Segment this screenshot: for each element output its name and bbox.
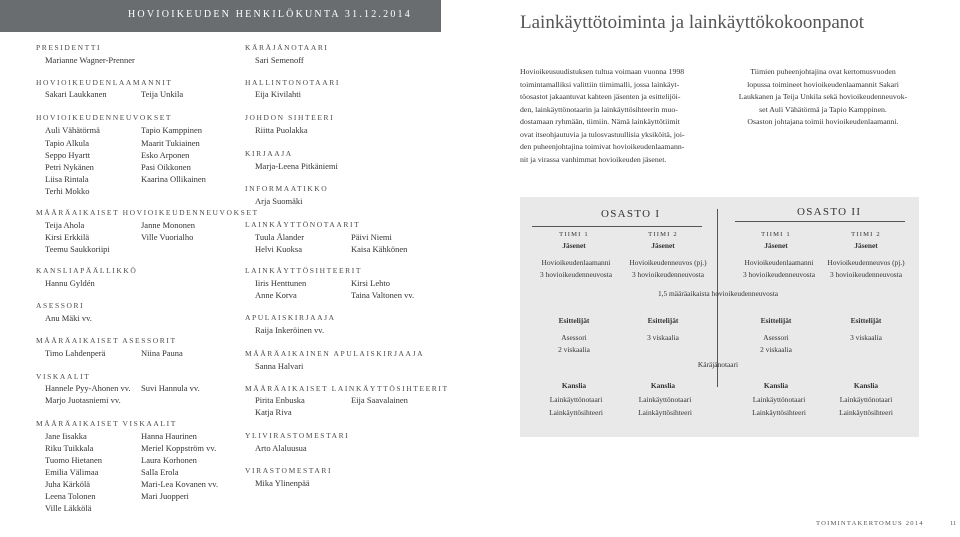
staff-name: Ville Vuorialho xyxy=(141,232,194,242)
header-banner xyxy=(0,0,441,32)
presenter-role: Asessori xyxy=(561,333,587,342)
staff-name: Eija Saavalainen xyxy=(351,395,408,405)
text-line: toimintamalliksi valittiin tiimimalli, jossa lainkäyt- xyxy=(520,79,680,89)
staff-name: Seppo Hyartt xyxy=(45,150,91,160)
office-role: Lainkäyttösihteeri xyxy=(839,408,893,417)
heading-masessorit: MÄÄRÄAIKAISET ASESSORIT xyxy=(36,336,177,345)
intro-paragraph xyxy=(520,66,685,166)
presenters-label: Esittelijät xyxy=(850,316,882,325)
office-role: Lainkäyttösihteeri xyxy=(752,408,806,417)
staff-name: Pirita Enbuska xyxy=(255,395,305,405)
presenter-role: 2 viskaalia xyxy=(558,345,590,354)
team-label: TIIMI 2 xyxy=(648,231,678,238)
staff-name: Teemu Saukkoriipi xyxy=(45,244,110,254)
banner-text: HOVIOIKEUDEN HENKILÖKUNTA 31.12.2014 xyxy=(128,9,412,20)
staff-name: Eija Kivilahti xyxy=(255,89,302,99)
page-number: 11 xyxy=(950,520,957,527)
staff-name: Teija Ahola xyxy=(45,220,85,230)
heading-neuvokset: HOVIOIKEUDENNEUVOKSET xyxy=(36,113,173,122)
heading-mviskaalit: MÄÄRÄAIKAISET VISKAALIT xyxy=(36,419,177,428)
heading-hallinto: HALLINTONOTAARI xyxy=(245,78,340,87)
staff-name: Sakari Laukkanen xyxy=(45,89,107,99)
team-label: TIIMI 2 xyxy=(851,231,881,238)
heading-presidentti: PRESIDENTTI xyxy=(36,43,102,52)
office-label: Kanslia xyxy=(763,381,789,390)
heading-karajanotaari: KÄRÄJÄNOTAARI xyxy=(245,43,329,52)
text-line: den, lainkäyttönotaarin ja lainkäyttösihteerin muo- xyxy=(520,104,678,114)
text-line: lopussa toimineet hovioikeudenlaamannit Sakari xyxy=(747,79,899,89)
staff-name: Mika Ylinenpää xyxy=(255,478,310,488)
text-line: ovat itseohjautuvia ja tulosvastuullisia yksiköitä, joi- xyxy=(520,129,685,139)
footer-report-title: TOIMINTAKERTOMUS 2014 xyxy=(816,520,924,527)
text-line: töosastot jakaantuvat kahteen jäsenten ja esittelijöi- xyxy=(520,92,681,101)
chairs-paragraph xyxy=(733,66,913,129)
staff-name: Arto Alaluusua xyxy=(255,443,307,453)
staff-name: Meriel Koppström vv. xyxy=(141,443,217,453)
staff-name: Maarit Tukiainen xyxy=(141,138,200,148)
district-notary: Käräjänotaari xyxy=(697,360,739,369)
heading-lsihteerit: LAINKÄYTTÖSIHTEERIT xyxy=(245,266,363,275)
presenter-role: 3 viskaalia xyxy=(647,333,679,342)
presenter-role: 2 viskaalia xyxy=(760,345,792,354)
staff-name: Jane Iisakka xyxy=(45,431,87,441)
member-role: Hovioikeudenneuvos (pj.) xyxy=(827,258,905,267)
staff-name: Kaarina Ollikainen xyxy=(141,174,206,184)
staff-name: Anne Korva xyxy=(255,290,297,300)
staff-name: Emilia Välimaa xyxy=(45,467,99,477)
office-role: Lainkäyttönotaari xyxy=(549,395,603,404)
staff-name: Arja Suomäki xyxy=(255,196,303,206)
staff-name: Laura Korhonen xyxy=(141,455,197,465)
department-2-label: OSASTO II xyxy=(797,206,862,218)
presenter-role: 3 viskaalia xyxy=(850,333,882,342)
staff-name: Salla Erola xyxy=(141,467,179,477)
staff-name: Iiris Henttunen xyxy=(255,278,307,288)
text-line: Hovioikeusuudistuksen tultua voimaan vuonna 1998 xyxy=(520,67,685,76)
office-role: Lainkäyttönotaari xyxy=(752,395,806,404)
heading-ylivirasto: YLIVIRASTOMESTARI xyxy=(245,431,350,440)
heading-asessori: ASESSORI xyxy=(36,301,85,310)
staff-name: Kirsi Erkkilä xyxy=(45,232,90,242)
staff-name: Tapio Alkula xyxy=(45,138,90,148)
staff-name: Tapio Kamppinen xyxy=(141,125,203,135)
member-role: Hovioikeudenlaamanni xyxy=(541,258,611,267)
member-role: 3 hovioikeudenneuvosta xyxy=(631,270,705,279)
staff-name: Tuomo Hietanen xyxy=(45,455,103,465)
member-role: 3 hovioikeudenneuvosta xyxy=(539,270,613,279)
staff-name: Teija Unkila xyxy=(141,89,184,99)
text-line: dostamaan ryhmään, tiimiin. Nämä lainkäyttötiimit xyxy=(520,117,680,126)
staff-name: Petri Nykänen xyxy=(45,162,94,172)
staff-name: Sanna Halvari xyxy=(255,361,304,371)
text-line: Tiimien puheenjohtajina ovat kertomusvuoden xyxy=(750,67,896,76)
staff-name: Katja Riva xyxy=(255,407,292,417)
staff-name: Janne Mononen xyxy=(141,220,196,230)
members-label: Jäsenet xyxy=(764,241,788,250)
office-label: Kanslia xyxy=(650,381,676,390)
staff-name: Taina Valtonen vv. xyxy=(351,290,415,300)
staff-name: Juha Kärkölä xyxy=(45,479,91,489)
presenter-role: Asessori xyxy=(763,333,789,342)
text-line: nit ja virassa vanhimmat hovioikeuden jäsenet. xyxy=(520,154,667,164)
heading-informaatikko: INFORMAATIKKO xyxy=(245,184,329,193)
office-role: Lainkäyttösihteeri xyxy=(638,408,692,417)
staff-name: Hannele Pyy-Ahonen vv. xyxy=(45,383,131,393)
staff-name: Päivi Niemi xyxy=(351,232,392,242)
office-label: Kanslia xyxy=(561,381,587,390)
heading-viskaalit: VISKAALIT xyxy=(36,372,91,381)
member-role: 3 hovioikeudenneuvosta xyxy=(829,270,903,279)
member-role: 3 hovioikeudenneuvosta xyxy=(742,270,816,279)
staff-name: Kirsi Lehto xyxy=(351,278,390,288)
staff-name: Sari Semenoff xyxy=(255,55,304,65)
staff-name: Marjo Juotasniemi vv. xyxy=(45,395,121,405)
members-label: Jäsenet xyxy=(854,241,878,250)
staff-name: Anu Mäki vv. xyxy=(45,313,92,323)
member-role: Hovioikeudenlaamanni xyxy=(744,258,814,267)
staff-name: Mari Juopperi xyxy=(141,491,189,501)
staff-name: Auli Vähätörmä xyxy=(45,125,100,135)
heading-apulais: APULAISKIRJAAJA xyxy=(245,313,336,322)
staff-name: Helvi Kuoksa xyxy=(255,244,302,254)
staff-name: Terhi Mokko xyxy=(45,186,90,196)
staff-name: Marianne Wagner-Prenner xyxy=(45,55,135,65)
member-role: Hovioikeudenneuvos (pj.) xyxy=(629,258,707,267)
heading-mlsihteerit: MÄÄRÄAIKAISET LAINKÄYTTÖSIHTEERIT xyxy=(245,384,449,393)
office-label: Kanslia xyxy=(853,381,879,390)
presenters-label: Esittelijät xyxy=(558,316,590,325)
staff-name: Marja-Leena Pitkäniemi xyxy=(255,161,338,171)
staff-name: Leena Tolonen xyxy=(45,491,96,501)
office-role: Lainkäyttönotaari xyxy=(638,395,692,404)
text-line: set Auli Vähätörmä ja Tapio Kamppinen. xyxy=(759,104,887,114)
staff-name: Suvi Hannula vv. xyxy=(141,383,200,393)
staff-name: Ville Läkkölä xyxy=(45,503,92,513)
presenters-label: Esittelijät xyxy=(647,316,679,325)
staff-name: Niina Pauna xyxy=(141,348,183,358)
department-1-label: OSASTO I xyxy=(601,208,661,220)
staff-name: Riku Tuikkala xyxy=(45,443,94,453)
staff-name: Mari-Lea Kovanen vv. xyxy=(141,479,219,489)
heading-laamannit: HOVIOIKEUDENLAAMANNIT xyxy=(36,78,173,87)
staff-name: Kaisa Kähkönen xyxy=(351,244,408,254)
text-line: Laukkanen ja Teija Unkila sekä hovioikeudenneuvok- xyxy=(738,92,908,101)
department-1-rule xyxy=(532,226,702,227)
team-label: TIIMI 1 xyxy=(761,231,791,238)
heading-mapulais: MÄÄRÄAIKAINEN APULAISKIRJAAJA xyxy=(245,349,425,358)
text-line: Osaston johtajana toimii hovioikeudenlaamanni. xyxy=(747,117,899,126)
heading-virasto: VIRASTOMESTARI xyxy=(245,466,333,475)
staff-name: Esko Arponen xyxy=(141,150,190,160)
office-role: Lainkäyttönotaari xyxy=(839,395,893,404)
staff-name: Tuula Ålander xyxy=(255,232,305,242)
text-line: den puheenjohtajina toimivat hovioikeudenlaamann- xyxy=(520,142,685,151)
heading-lnotaarit: LAINKÄYTTÖNOTAARIT xyxy=(245,220,361,229)
staff-name: Raija Inkeröinen vv. xyxy=(255,325,325,335)
heading-kirjaaja: KIRJAAJA xyxy=(245,149,293,158)
staff-name: Hannu Gyldén xyxy=(45,278,95,288)
staff-name: Riitta Puolakka xyxy=(255,125,308,135)
shared-members: 1,5 määräaikaista hovioikeudenneuvosta xyxy=(657,289,779,298)
office-role: Lainkäyttösihteeri xyxy=(549,408,603,417)
heading-johto: JOHDON SIHTEERI xyxy=(245,113,335,122)
members-label: Jäsenet xyxy=(562,241,586,250)
staff-name: Liisa Rintala xyxy=(45,174,89,184)
staff-name: Pasi Oikkonen xyxy=(141,162,191,172)
members-label: Jäsenet xyxy=(651,241,675,250)
staff-name: Timo Lahdenperä xyxy=(45,348,106,358)
team-label: TIIMI 1 xyxy=(559,231,589,238)
heading-mneuvokset: MÄÄRÄAIKAISET HOVIOIKEUDENNEUVOKSET xyxy=(36,208,259,217)
staff-name: Hanna Haurinen xyxy=(141,431,197,441)
presenters-label: Esittelijät xyxy=(760,316,792,325)
department-2-rule xyxy=(735,221,905,222)
page-title: Lainkäyttötoiminta ja lainkäyttökokoonpanot xyxy=(520,12,865,33)
heading-kanslia: KANSLIAPÄÄLLIKKÖ xyxy=(36,266,138,275)
